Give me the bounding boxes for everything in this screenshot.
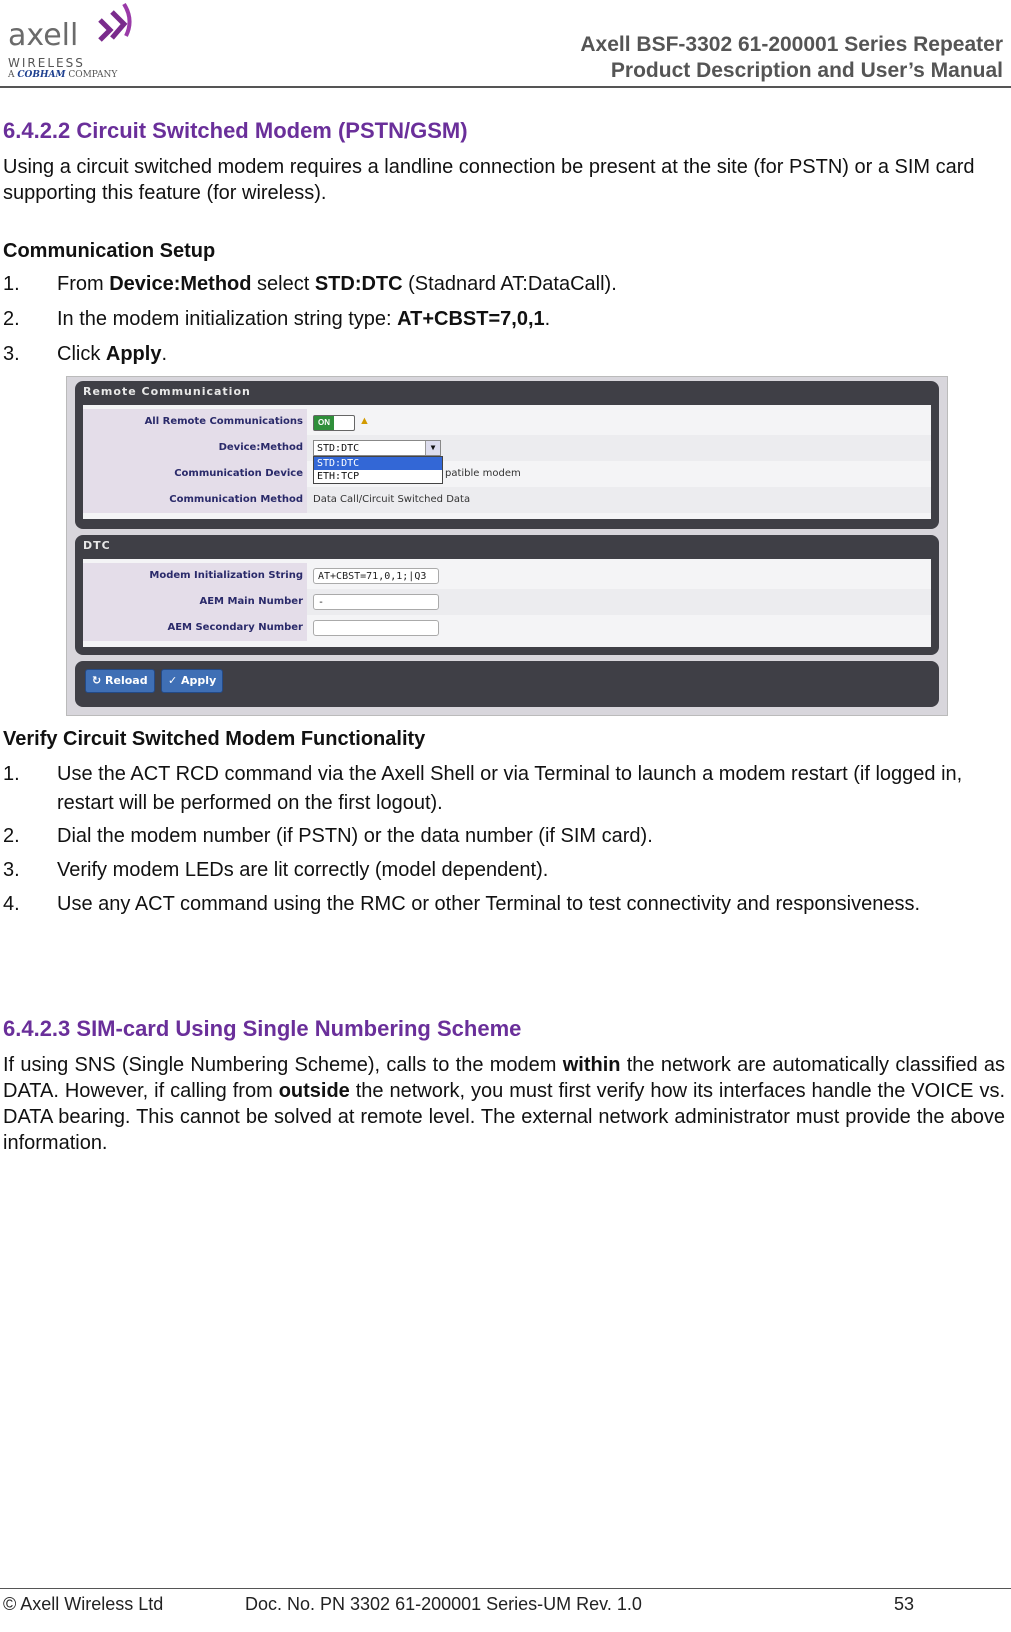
verify-step-2: 2. Dial the modem number (if PSTN) or the data number (if SIM card).	[3, 825, 653, 847]
verify-step-4: 4. Use any ACT command using the RMC or other Terminal to test connectivity and responsiveness.	[3, 893, 920, 915]
verify-step-3: 3. Verify modem LEDs are lit correctly (model dependent).	[3, 859, 549, 881]
footer-doc-number: Doc. No. PN 3302 61-200001 Series-UM Rev. 1.0	[245, 1594, 642, 1614]
device-method-select[interactable]: STD:DTC ▼	[313, 440, 441, 456]
row-communication-device: Communication Device patible modem	[83, 461, 931, 487]
dtc-panel	[75, 535, 939, 655]
row-communication-method: Communication Method Data Call/Circuit Switched Data	[83, 487, 931, 513]
chevron-down-icon[interactable]: ▼	[425, 441, 440, 455]
verify-heading: Verify Circuit Switched Modem Functionality	[3, 728, 426, 750]
footer-copyright: © Axell Wireless Ltd	[3, 1594, 164, 1614]
header-divider	[0, 86, 1011, 88]
logo-company-line: A COBHAM COMPANY	[8, 70, 118, 80]
setup-step-1: 1. From Device:Method select STD:DTC (Stadnard AT:DataCall).	[3, 273, 617, 295]
check-icon: ✓	[168, 674, 182, 687]
device-method-dropdown	[313, 456, 443, 484]
section-heading-circuit-switched: 6.4.2.2 Circuit Switched Modem (PSTN/GSM)	[3, 118, 468, 143]
apply-button[interactable]: ✓ Apply	[161, 669, 223, 693]
verify-step-1: 1. Use the ACT RCD command via the Axell Shell or via Terminal to launch a modem restart (if logged in, restart will be performed on the first logout).	[3, 763, 963, 814]
warning-icon: ▲	[359, 415, 370, 427]
modem-initialization-string-input[interactable]: AT+CBST=71,0,1;|Q3	[313, 568, 439, 584]
aem-secondary-number-input[interactable]	[313, 620, 439, 636]
logo-mark-icon	[96, 2, 136, 48]
footer-page-number: 53	[894, 1594, 915, 1614]
logo-wordmark: axell	[8, 18, 79, 53]
row-all-remote-communications: All Remote Communications ON ▲	[83, 409, 931, 435]
panel-title-remote-communication: Remote Communication	[83, 385, 251, 398]
setup-step-3: 3. Click Apply.	[3, 343, 168, 365]
dropdown-option-std-dtc[interactable]: STD:DTC	[314, 457, 442, 470]
communication-setup-heading: Communication Setup	[3, 240, 216, 262]
sns-paragraph: If using SNS (Single Numbering Scheme), calls to the modem within the network are automatically classified as DATA. However, if calling from outside the network, you must first verify how its interfaces handle the VOICE vs. DATA bearing. This cannot be solved at remote level. The external network administrator must provide the above information.	[3, 1054, 1006, 1154]
row-aem-main-number: AEM Main Number -	[83, 589, 931, 615]
action-bar	[75, 661, 939, 707]
remote-communication-panel	[75, 381, 939, 529]
row-modem-initialization-string: Modem Initialization String AT+CBST=71,0,1;|Q3	[83, 563, 931, 589]
setup-step-2: 2. In the modem initialization string type: AT+CBST=7,0,1.	[3, 308, 551, 330]
dropdown-option-eth-tcp[interactable]: ETH:TCP	[317, 471, 360, 482]
remote-communication-screenshot	[66, 376, 948, 716]
footer-divider	[0, 1588, 1011, 1589]
section-heading-sim-card: 6.4.2.3 SIM-card Using Single Numbering Scheme	[3, 1016, 522, 1041]
reload-button[interactable]: ↻ Reload	[85, 669, 155, 693]
document-header-title: Axell BSF-3302 61-200001 Series Repeater Product Description and User’s Manual	[580, 33, 1003, 82]
row-aem-secondary-number: AEM Secondary Number	[83, 615, 931, 641]
reload-icon: ↻	[92, 674, 106, 687]
panel-title-dtc: DTC	[83, 539, 111, 552]
intro-paragraph: Using a circuit switched modem requires a landline connection be present at the site (for PSTN) or a SIM card supporting this feature (for wireless).	[3, 156, 975, 204]
all-remote-communications-toggle[interactable]: ON	[313, 415, 355, 431]
aem-main-number-input[interactable]: -	[313, 594, 439, 610]
logo-subtitle: WIRELESS	[8, 56, 85, 70]
row-device-method: Device:Method STD:DTC ▼ STD:DTC ETH:TCP	[83, 435, 931, 461]
